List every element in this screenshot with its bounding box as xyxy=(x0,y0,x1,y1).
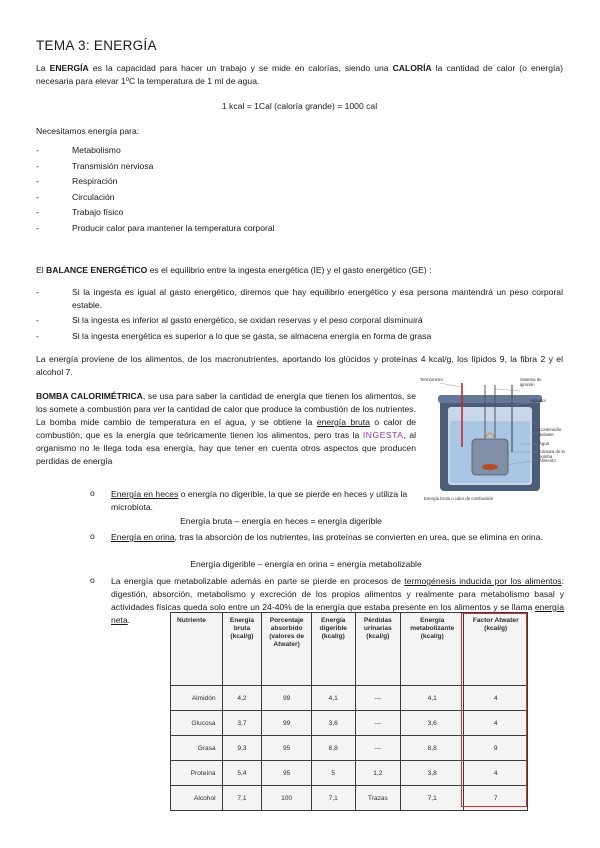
needs-intro: Necesitamos energía para: xyxy=(36,126,140,136)
table-row xyxy=(171,711,528,736)
figure-label: Agua xyxy=(539,441,550,446)
energy-definition: La ENERGÍA es la capacidad para hacer un trabajo y se mide en calorías, siendo una CALORÍA la cantidad de calor (o energía) necesaria para elevar 1ºC la temperatura de 1 ml de agua. xyxy=(36,63,563,86)
table-cell: 4 xyxy=(464,686,528,711)
bomba-paragraph: BOMBA CALORIMÉTRICA, se usa para saber la cantidad de energía que tienen los alimentos, se los somete a combustión para ver la cantidad de calor que produce la combustión de los nutrientes. La bomba mide cambio de temperatura en el agua, y se obtiene la energía bruta o calor de combustión, que es la energía que teóricamente tienen los alimentos, pero tras la INGESTA, al organismo no le llega toda esa energía, hay que tener en cuenta otros aspectos que producen perdidas de energía xyxy=(36,391,417,466)
equation-metabolizable: Energía digerible – energía en orina = energía metabolizable xyxy=(190,559,422,569)
list-item: - Si la ingesta es inferior al gasto energético, se oxidan reservas y el peso corporal disminuirá xyxy=(36,314,563,327)
feces-energy-item: Energía en heces o energía no digerible, la que se pierde en heces y utiliza la microbiota. xyxy=(111,489,408,512)
list-item: - Si la ingesta energética es superior a lo que se gasta, se almacena energía en forma de grasa xyxy=(36,330,563,343)
table-cell: 95 xyxy=(262,761,312,786)
bullet-marker: o xyxy=(90,488,95,498)
column-header: Energía metabolizante (kcal/g) xyxy=(401,613,464,686)
list-item: - Transmisión nerviosa xyxy=(36,159,563,175)
table-row xyxy=(171,736,528,761)
table-cell: 95 xyxy=(262,736,312,761)
table-row xyxy=(171,761,528,786)
list-item: - Trabajo físico xyxy=(36,205,563,221)
table-cell: Glucosa xyxy=(171,711,223,736)
table-cell: Alcohol xyxy=(171,786,223,811)
table-cell: --- xyxy=(355,736,401,761)
table-cell: 9,3 xyxy=(222,736,262,761)
table-cell: 100 xyxy=(262,786,312,811)
table-header-row xyxy=(171,613,528,686)
column-header: Pérdidas urinarias (kcal/g) xyxy=(355,613,401,686)
balance-list xyxy=(36,286,563,345)
balance-definition: El BALANCE ENERGÉTICO es el equilibrio entre la ingesta energética (IE) y el gasto energético (GE) : xyxy=(36,265,432,275)
table-cell: 7,1 xyxy=(401,786,464,811)
list-item: - Metabolismo xyxy=(36,143,563,159)
table-cell: 4 xyxy=(464,761,528,786)
list-item: - Respiración xyxy=(36,174,563,190)
table-cell: 4,1 xyxy=(401,686,464,711)
list-item: - Circulación xyxy=(36,190,563,206)
column-header: Nutriente xyxy=(171,613,223,686)
figure-label: Sistema de ignición xyxy=(520,377,542,387)
column-header: Porcentaje absorbido (valores de Atwater) xyxy=(262,613,312,686)
column-header: Energía bruta (kcal/g) xyxy=(222,613,262,686)
column-header: Energía digerible (kcal/g) xyxy=(311,613,355,686)
table-cell: 7,1 xyxy=(311,786,355,811)
bullet-marker: o xyxy=(90,531,95,541)
table-cell: 4 xyxy=(464,711,528,736)
table-cell: 5,4 xyxy=(222,761,262,786)
page-title: TEMA 3: ENERGÍA xyxy=(36,38,157,53)
table-cell: 99 xyxy=(262,686,312,711)
figure-caption: Energía bruta o calor de combustión xyxy=(424,496,494,501)
net-energy-item: La energía que metabolizable además en parte se pierde en procesos de termogénesis inducida por los alimentos: digestión, absorción, metabolismo y excreción de los propios alimentos y realmente para metabolismo basal y actividades físicas queda solo entre un 24-40% de la energía que estaba presente en los alimentos y se llama energía neta. xyxy=(111,576,564,625)
figure-label: Alimento xyxy=(539,458,556,463)
table-cell: 4,2 xyxy=(222,686,262,711)
table-cell: Grasa xyxy=(171,736,223,761)
bomb-calorimeter-figure xyxy=(420,377,570,507)
figure-label: Termómetro xyxy=(420,377,443,382)
table-cell: Trazas xyxy=(355,786,401,811)
figure-label: Contenedor aislante xyxy=(539,427,562,437)
urine-energy-item: Energía en orina, tras la absorción de los nutrientes, las proteínas se convierten en urea, que se elimina en orina. xyxy=(111,532,543,542)
table-cell: 5 xyxy=(311,761,355,786)
table-row xyxy=(171,686,528,711)
table-cell: Proteína xyxy=(171,761,223,786)
table-cell: Almidón xyxy=(171,686,223,711)
table-cell: 4,1 xyxy=(311,686,355,711)
list-item: - Si la ingesta es igual al gasto energético, diremos que hay equilibrio energético y esa persona mantendrá un peso corporal estable. xyxy=(36,286,563,311)
energy-sources: La energía proviene de los alimentos, de los macronutrientes, aportando los glúcidos y proteínas 4 kcal/g, los lípidos 9, la fibra 2 y el alcohol 7. xyxy=(36,354,563,377)
table-cell: 3,7 xyxy=(222,711,262,736)
kcal-formula: 1 kcal = 1Cal (caloría grande) = 1000 cal xyxy=(221,101,378,111)
table-cell: 1,2 xyxy=(355,761,401,786)
table-cell: 99 xyxy=(262,711,312,736)
figure-label: Agitador xyxy=(530,398,547,403)
table-cell: 3,6 xyxy=(311,711,355,736)
bullet-marker: o xyxy=(90,575,95,585)
nutrient-energy-table xyxy=(170,612,528,811)
table-cell: --- xyxy=(355,686,401,711)
table-cell: 9 xyxy=(464,736,528,761)
table-cell: 8,8 xyxy=(311,736,355,761)
table-cell: 3,6 xyxy=(401,711,464,736)
equation-digestible: Energía bruta – energía en heces = energía digerible xyxy=(180,516,382,526)
list-item: - Producir calor para mantener la temperatura corporal xyxy=(36,221,563,237)
table-cell: 8,8 xyxy=(401,736,464,761)
table-cell: --- xyxy=(355,711,401,736)
column-header: Factor Atwater (kcal/g) xyxy=(464,613,528,686)
needs-list xyxy=(36,143,563,236)
table-row xyxy=(171,786,528,811)
table-cell: 7,1 xyxy=(222,786,262,811)
table-cell: 3,8 xyxy=(401,761,464,786)
table-cell: 7 xyxy=(464,786,528,811)
figure-label: Cámara de la bomba xyxy=(539,449,565,459)
